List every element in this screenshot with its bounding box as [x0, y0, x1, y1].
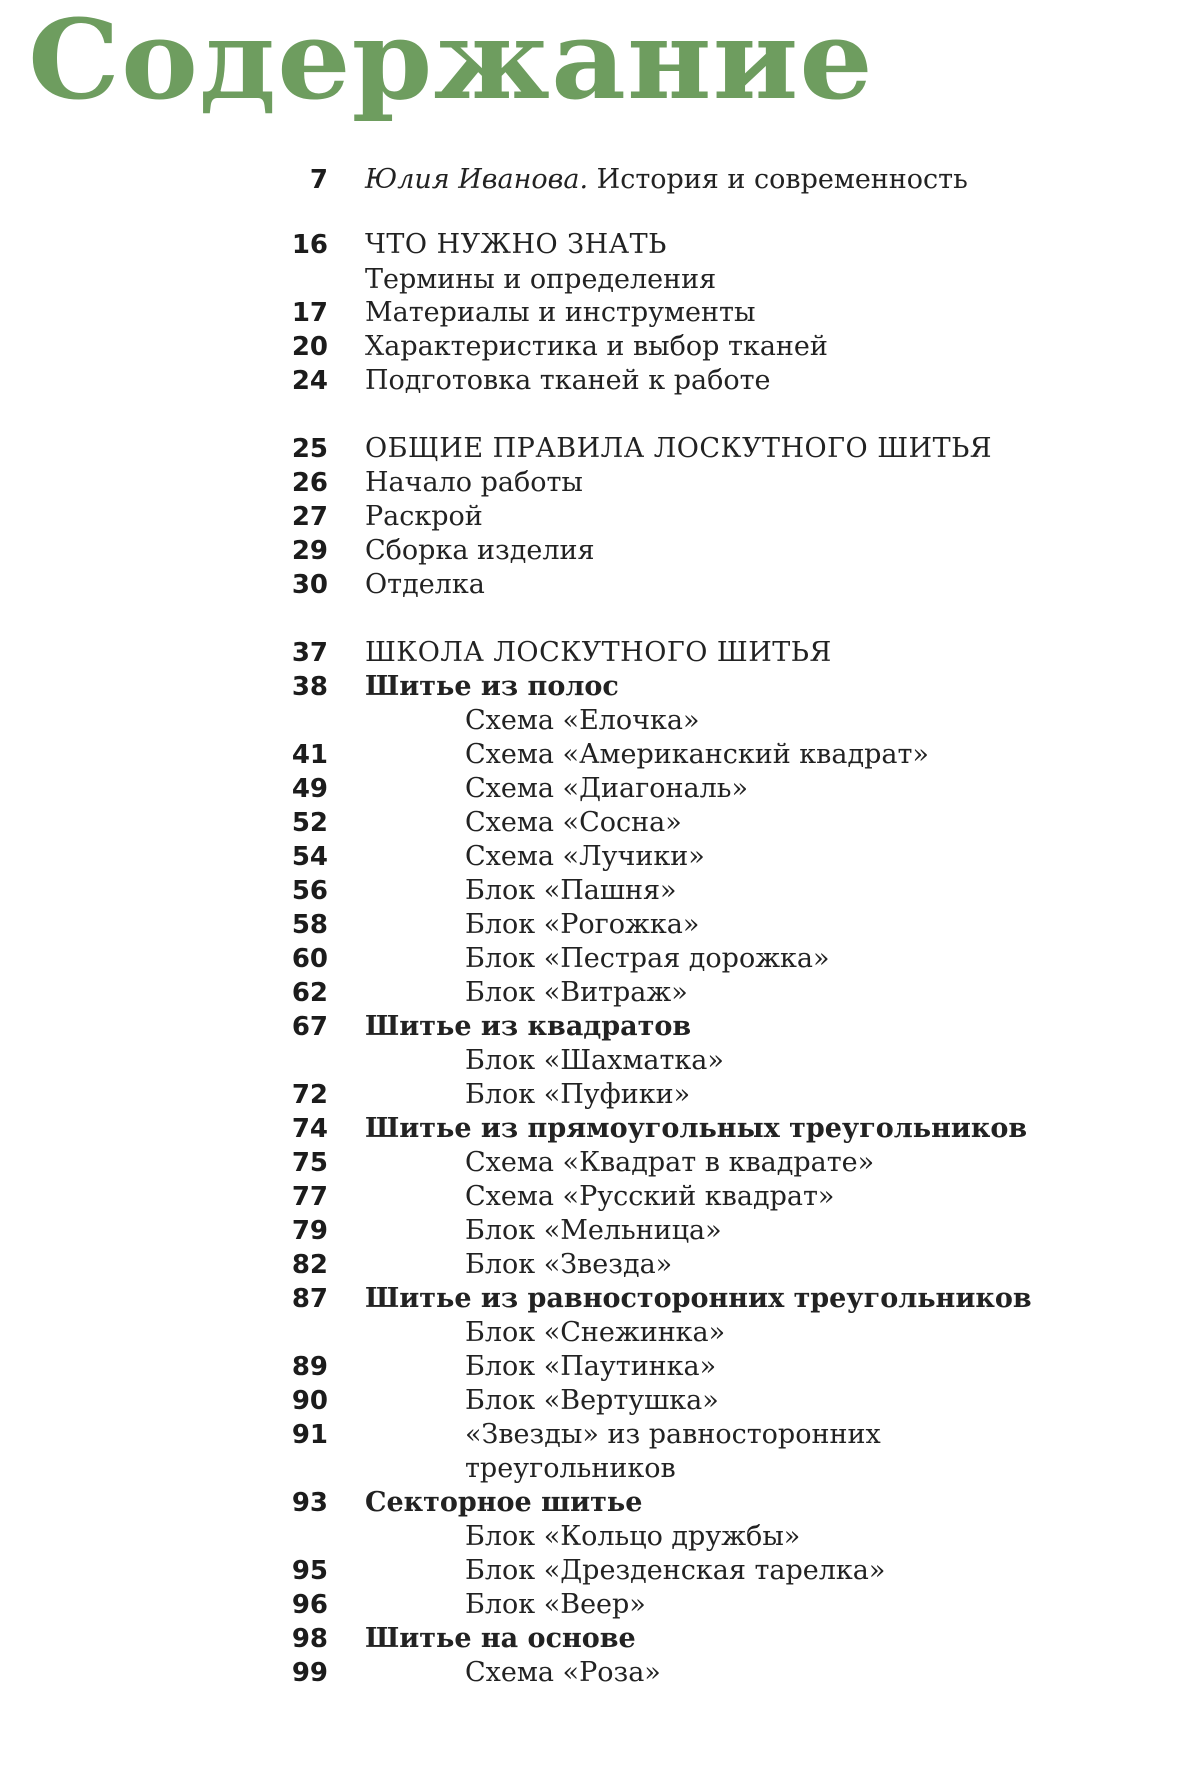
toc-entry	[0, 500, 1200, 534]
toc-page-number: 75	[291, 1148, 328, 1178]
toc-page-number: 38	[291, 672, 328, 702]
toc-page-number: 95	[291, 1556, 328, 1586]
toc-entry-title: Характеристика и выбор тканей	[365, 331, 828, 362]
toc-entry-title: Шитье из прямоугольных треугольников	[365, 1113, 1028, 1144]
toc-page-number: 98	[291, 1624, 328, 1654]
toc-entry-author: Юлия Иванова.	[365, 164, 589, 195]
toc-entry-title: Блок «Вертушка»	[465, 1385, 719, 1416]
toc-entry	[0, 942, 1200, 976]
toc-entry	[0, 364, 1200, 398]
toc-entry-text: История и современность	[596, 164, 968, 195]
toc-entry	[0, 1248, 1200, 1282]
toc-entry	[0, 263, 1200, 297]
toc-page-number: 24	[291, 366, 328, 396]
toc-entry	[0, 1656, 1200, 1690]
toc-entry-title: Схема «Сосна»	[465, 807, 682, 838]
toc-entry	[0, 1554, 1200, 1588]
toc-entry-title: Схема «Роза»	[465, 1657, 661, 1688]
toc-entry-title: Блок «Пестрая дорожка»	[465, 943, 830, 974]
toc-page-number: 91	[291, 1420, 328, 1450]
toc-entry	[0, 1418, 1200, 1452]
toc-entry	[0, 1350, 1200, 1384]
toc-entry	[0, 1010, 1200, 1044]
toc-page-number: 54	[291, 842, 328, 872]
toc-entry	[0, 840, 1200, 874]
toc-page-number: 25	[291, 434, 328, 464]
toc-page-number: 67	[291, 1012, 328, 1042]
toc-entry-title: ШКОЛА ЛОСКУТНОГО ШИТЬЯ	[365, 637, 832, 668]
toc-entry-title: Схема «Диагональ»	[465, 773, 748, 804]
toc-entry	[0, 330, 1200, 364]
toc-page-number: 60	[291, 944, 328, 974]
toc-entry-title: Блок «Витраж»	[465, 977, 688, 1008]
toc-page-number: 79	[291, 1216, 328, 1246]
toc-page-number: 27	[291, 502, 328, 532]
toc-page-number: 72	[291, 1080, 328, 1110]
toc-entry-title: Блок «Звезда»	[465, 1249, 673, 1280]
toc-entry	[0, 1112, 1200, 1146]
toc-entry	[0, 466, 1200, 500]
toc-entry-title: Схема «Елочка»	[465, 705, 700, 736]
toc-entry-title: Материалы и инструменты	[365, 297, 756, 328]
toc-entry-title: треугольников	[465, 1453, 676, 1484]
toc-page-number: 26	[291, 468, 328, 498]
toc-entry-title: Блок «Снежинка»	[465, 1317, 726, 1348]
toc-entry-title: Блок «Кольцо дружбы»	[465, 1521, 801, 1552]
toc-entry	[0, 976, 1200, 1010]
toc-entry-title: Схема «Лучики»	[465, 841, 705, 872]
toc-entry	[0, 1282, 1200, 1316]
toc-entry	[0, 296, 1200, 330]
toc-entry	[0, 1452, 1200, 1486]
toc-page-number: 41	[291, 740, 328, 770]
toc-entry	[0, 908, 1200, 942]
toc-page-number: 16	[291, 230, 328, 260]
toc-entry-title: «Звезды» из равносторонних	[465, 1419, 881, 1450]
toc-page-number: 89	[291, 1352, 328, 1382]
toc-page-number: 96	[291, 1590, 328, 1620]
toc-entry-title: Блок «Рогожка»	[465, 909, 700, 940]
toc-page-number: 20	[291, 332, 328, 362]
toc-entry-title: Начало работы	[365, 467, 583, 498]
toc-entry	[0, 874, 1200, 908]
toc-entry	[0, 1384, 1200, 1418]
toc-entry-title: Отделка	[365, 569, 485, 600]
toc-page-number: 37	[291, 638, 328, 668]
toc-entry-title: Схема «Русский квадрат»	[465, 1181, 835, 1212]
toc-page-number: 56	[291, 876, 328, 906]
toc-entry-title: Подготовка тканей к работе	[365, 365, 771, 396]
toc-entry-title: Блок «Мельница»	[465, 1215, 722, 1246]
toc-page-number: 7	[309, 165, 328, 195]
page-title: Содержание	[28, 0, 874, 124]
toc-entry	[0, 228, 1200, 262]
toc-entry-title: Схема «Квадрат в квадрате»	[465, 1147, 875, 1178]
toc-entry-title: Раскрой	[365, 501, 483, 532]
toc-entry	[0, 1180, 1200, 1214]
toc-entry-title: Блок «Паутинка»	[465, 1351, 717, 1382]
toc-entry	[0, 534, 1200, 568]
toc-entry	[0, 1044, 1200, 1078]
toc-entry-title: Блок «Шахматка»	[465, 1045, 724, 1076]
toc-page-number: 74	[291, 1114, 328, 1144]
toc-page-number: 82	[291, 1250, 328, 1280]
toc-entry	[0, 1316, 1200, 1350]
toc-page-number: 77	[291, 1182, 328, 1212]
toc-page-number: 49	[291, 774, 328, 804]
toc-entry	[0, 1486, 1200, 1520]
toc-entry	[0, 1078, 1200, 1112]
toc-entry-title: Блок «Веер»	[465, 1589, 646, 1620]
toc-entry-title: Секторное шитье	[365, 1487, 643, 1518]
toc-entry	[0, 1146, 1200, 1180]
toc-page-number: 90	[291, 1386, 328, 1416]
toc-entry	[0, 1588, 1200, 1622]
toc-entry-title	[365, 163, 968, 197]
toc-page-number: 30	[291, 570, 328, 600]
toc-page-number: 93	[291, 1488, 328, 1518]
toc-entry-title: Блок «Пуфики»	[465, 1079, 691, 1110]
toc-entry	[0, 432, 1200, 466]
toc-page-number: 29	[291, 536, 328, 566]
toc-entry	[0, 1214, 1200, 1248]
toc-entry-title: Блок «Пашня»	[465, 875, 677, 906]
toc-entry	[0, 772, 1200, 806]
toc-entry-title: Шитье из равносторонних треугольников	[365, 1283, 1032, 1314]
toc-entry	[0, 568, 1200, 602]
toc-page-number: 52	[291, 808, 328, 838]
toc-entry-title: ОБЩИЕ ПРАВИЛА ЛОСКУТНОГО ШИТЬЯ	[365, 433, 993, 464]
toc-entry-title: Блок «Дрезденская тарелка»	[465, 1555, 886, 1586]
toc-page-number: 17	[291, 298, 328, 328]
toc-entry-title: Шитье из квадратов	[365, 1011, 692, 1042]
toc-entry	[0, 163, 1200, 197]
toc-entry	[0, 636, 1200, 670]
toc-entry	[0, 1520, 1200, 1554]
toc-page-number: 87	[291, 1284, 328, 1314]
toc-entry-title: Сборка изделия	[365, 535, 595, 566]
toc-entry-title: ЧТО НУЖНО ЗНАТЬ	[365, 229, 667, 260]
toc-entry-title: Схема «Американский квадрат»	[465, 739, 929, 770]
toc-page-number: 99	[291, 1658, 328, 1688]
toc-entry	[0, 738, 1200, 772]
toc-entry	[0, 1622, 1200, 1656]
toc-page-number: 58	[291, 910, 328, 940]
toc-entry-title: Термины и определения	[365, 264, 717, 295]
toc-entry	[0, 806, 1200, 840]
toc-entry-title: Шитье из полос	[365, 671, 619, 702]
toc-entry-title: Шитье на основе	[365, 1623, 636, 1654]
toc-entry	[0, 670, 1200, 704]
toc-entry	[0, 704, 1200, 738]
toc-page-number: 62	[291, 978, 328, 1008]
